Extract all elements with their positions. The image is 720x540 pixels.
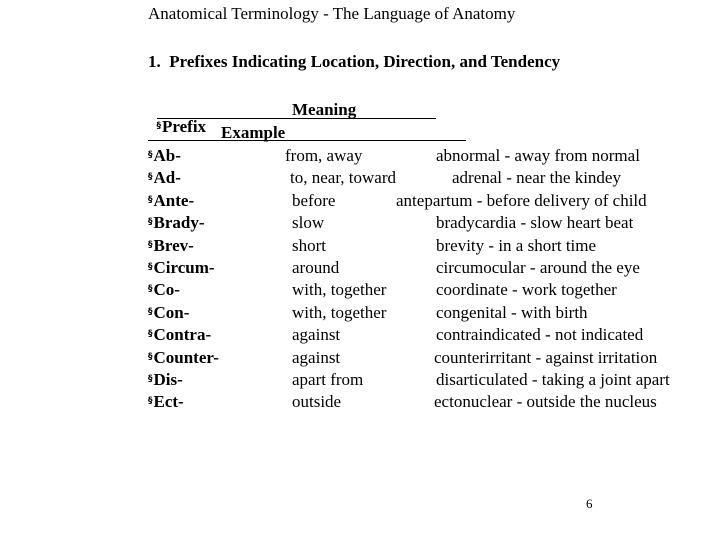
row-prefix [148, 325, 211, 346]
header-prefix-label: Prefix [162, 117, 207, 136]
bullet-icon: § [148, 194, 153, 205]
header-underline-2 [148, 140, 466, 141]
row-example: coordinate - work together [436, 280, 617, 300]
row-prefix [148, 191, 194, 212]
table-row [0, 236, 720, 256]
bullet-icon: § [156, 120, 161, 131]
table-row [0, 280, 720, 300]
row-meaning: with, together [292, 280, 387, 300]
bullet-icon: § [148, 306, 153, 317]
row-example: bradycardia - slow heart beat [436, 213, 634, 233]
row-meaning: from, away [285, 146, 363, 165]
row-prefix-text: Brev- [153, 235, 194, 255]
row-meaning: to, near, toward [290, 168, 397, 188]
table-row [0, 146, 720, 166]
row-meaning: short [292, 235, 326, 255]
row-prefix-text: Con- [153, 302, 190, 322]
bullet-icon: § [148, 150, 153, 161]
row-meaning: apart from [292, 370, 364, 389]
row-meaning: with, together [292, 302, 387, 322]
row-example: antepartum - before delivery of child [396, 190, 647, 210]
row-meaning: outside [292, 392, 342, 412]
table-row [0, 168, 720, 188]
row-prefix [148, 213, 205, 234]
row-example: adrenal - near the kindey [452, 168, 621, 188]
page-number: 6 [586, 496, 593, 511]
bullet-icon: § [148, 172, 153, 183]
row-prefix-text: Ab- [153, 146, 181, 165]
row-meaning: slow [292, 213, 325, 233]
table-row [0, 213, 720, 233]
row-prefix-text: Brady- [153, 213, 205, 233]
table-row [0, 370, 720, 390]
row-example: brevity - in a short time [436, 235, 597, 255]
row-prefix [148, 168, 181, 189]
row-example: disarticulated - taking a joint apart [436, 370, 670, 389]
row-prefix-text: Circum- [153, 258, 215, 277]
row-example: contraindicated - not indicated [436, 325, 644, 345]
row-prefix [148, 370, 183, 391]
row-meaning: against [292, 325, 341, 345]
bullet-icon: § [148, 374, 153, 385]
bullet-icon: § [148, 351, 153, 362]
table-row [0, 325, 720, 345]
row-example: abnormal - away from normal [436, 146, 640, 165]
row-prefix [148, 303, 189, 324]
table-row [0, 258, 720, 278]
row-prefix-text: Ect- [153, 392, 184, 412]
bullet-icon: § [148, 217, 153, 228]
row-example: counterirritant - against irritation [434, 347, 658, 367]
bullet-icon: § [148, 239, 153, 250]
table-row [0, 303, 720, 323]
bullet-icon: § [148, 262, 153, 273]
table-row [0, 348, 720, 368]
header-underline-1 [157, 118, 436, 119]
row-meaning: against [292, 347, 341, 367]
row-prefix [148, 236, 194, 257]
table-row [0, 392, 720, 412]
section-heading: 1. Prefixes Indicating Location, Direction, and Tendency [148, 52, 561, 71]
row-prefix [148, 146, 181, 167]
row-example: ectonuclear - outside the nucleus [434, 392, 657, 412]
document-title: Anatomical Terminology - The Language of Anatomy [148, 4, 516, 23]
row-prefix [148, 392, 184, 413]
bullet-icon: § [148, 284, 153, 295]
row-example: circumocular - around the eye [436, 258, 640, 277]
table-row [0, 191, 720, 211]
row-meaning: before [292, 190, 336, 210]
row-prefix-text: Ad- [153, 168, 181, 188]
bullet-icon: § [148, 329, 153, 340]
row-prefix [148, 280, 180, 301]
row-prefix-text: Ante- [153, 190, 195, 210]
bullet-icon: § [148, 396, 153, 407]
header-example: Example [221, 123, 286, 142]
row-example: congenital - with birth [436, 302, 588, 322]
row-prefix [148, 348, 219, 369]
row-meaning: around [292, 258, 340, 277]
row-prefix-text: Contra- [153, 325, 212, 345]
header-meaning: Meaning [292, 100, 357, 119]
row-prefix [148, 258, 215, 279]
row-prefix-text: Counter- [153, 347, 219, 367]
row-prefix-text: Co- [153, 280, 180, 300]
row-prefix-text: Dis- [153, 370, 183, 389]
